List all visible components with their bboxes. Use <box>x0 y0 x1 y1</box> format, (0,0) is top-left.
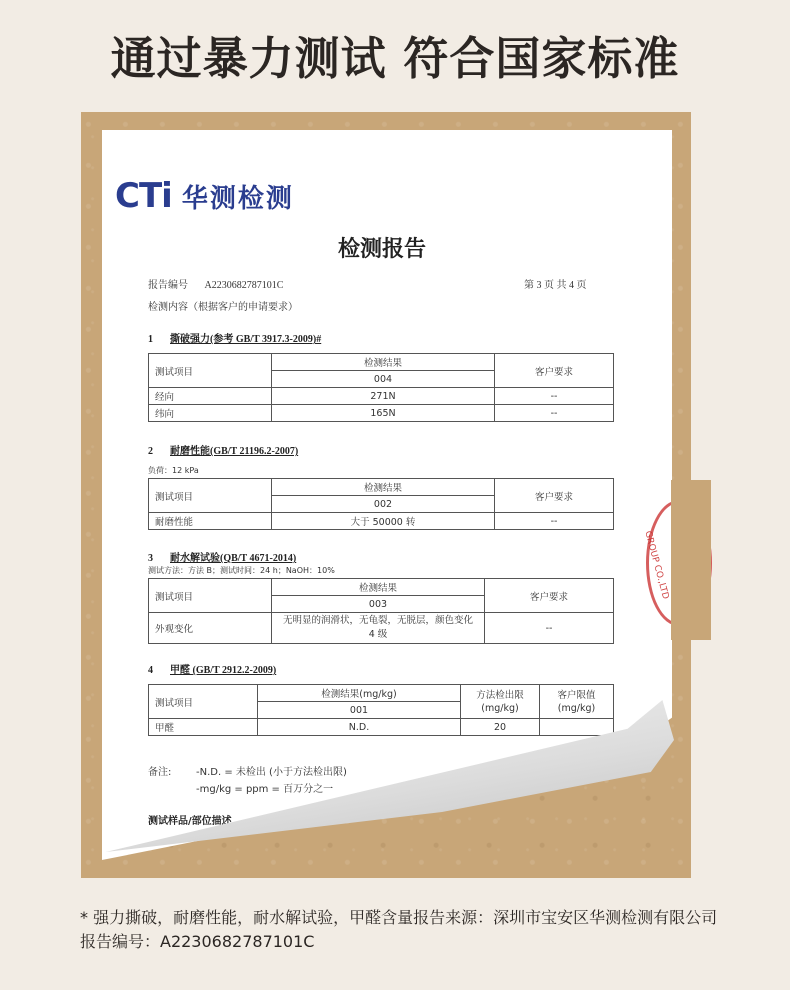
section-4-table: 测试项目 检测结果(mg/kg) 方法检出限 (mg/kg) 客户限值 (mg/kg) 001 甲醛 N.D. 20 <box>148 684 614 736</box>
header-req: 客户要求 <box>495 354 614 388</box>
header-sample: 004 <box>272 371 495 388</box>
section-3-note: 测试方法：方法 B；测试时间：24 h；NaOH：10% <box>148 566 335 575</box>
remarks: 备注: -N.D. = 未检出 (小于方法检出限) -mg/kg = ppm = 百万分之一 <box>148 767 347 795</box>
table-row: 外观变化 无明显的润滑状，无龟裂，无脱层，颜色变化 4 级 -- <box>149 613 614 644</box>
logo-chinese-name: 华测检测 <box>181 183 294 214</box>
section-2-title: 2 耐磨性能(GB/T 21196.2-2007) <box>148 446 299 457</box>
section-1-title: 1 撕破强力(参考 GB/T 3917.3-2009)# <box>148 334 322 345</box>
report-content-note: 检测内容（根据客户的申请要求） <box>148 302 298 313</box>
report-number: A2230682787101C <box>204 280 284 291</box>
report-number-line <box>148 276 283 291</box>
report-page: 第 3 页 共 4 页 <box>524 280 587 291</box>
section-4-title: 4 甲醛 (GB/T 2912.2-2009) <box>148 665 277 676</box>
seal-mask <box>671 480 711 640</box>
cti-logo <box>115 176 294 216</box>
section-2-note: 负荷：12 kPa <box>148 466 199 475</box>
footer-source-note: * 强力撕破，耐磨性能，耐水解试验，甲醛含量报告来源：深圳市宝安区华测检测有限公司报告编号：A2230682787101C <box>80 908 718 951</box>
section-3-title: 3 耐水解试验(QB/T 4671-2014) <box>148 553 297 564</box>
table-row: 纬向 165N -- <box>149 405 614 422</box>
section-2-table: 测试项目 检测结果 客户要求 002 耐磨性能 大于 50000 转 -- <box>148 478 614 530</box>
section-3-table: 测试项目 检测结果 客户要求 003 外观变化 无明显的润滑状，无龟裂，无脱层，颜色变化 4 级 -- <box>148 578 614 644</box>
report-number-label: 报告编号 <box>148 280 188 291</box>
seal-text: GROUP CO.,LTD <box>642 530 671 601</box>
table-row: 耐磨性能 大于 50000 转 -- <box>149 513 614 530</box>
section-1-table <box>148 353 614 422</box>
table-row: 甲醛 N.D. 20 <box>149 719 614 736</box>
header-result: 检测结果 <box>272 354 495 371</box>
sample-description: 测试样品/部位描述 <box>148 816 232 827</box>
header-item: 测试项目 <box>149 354 272 388</box>
logo-brand: CTi <box>115 176 172 216</box>
page-headline: 通过暴力测试 符合国家标准 <box>110 32 680 85</box>
table-row: 经向 271N -- <box>149 388 614 405</box>
report-title: 检测报告 <box>337 236 426 262</box>
